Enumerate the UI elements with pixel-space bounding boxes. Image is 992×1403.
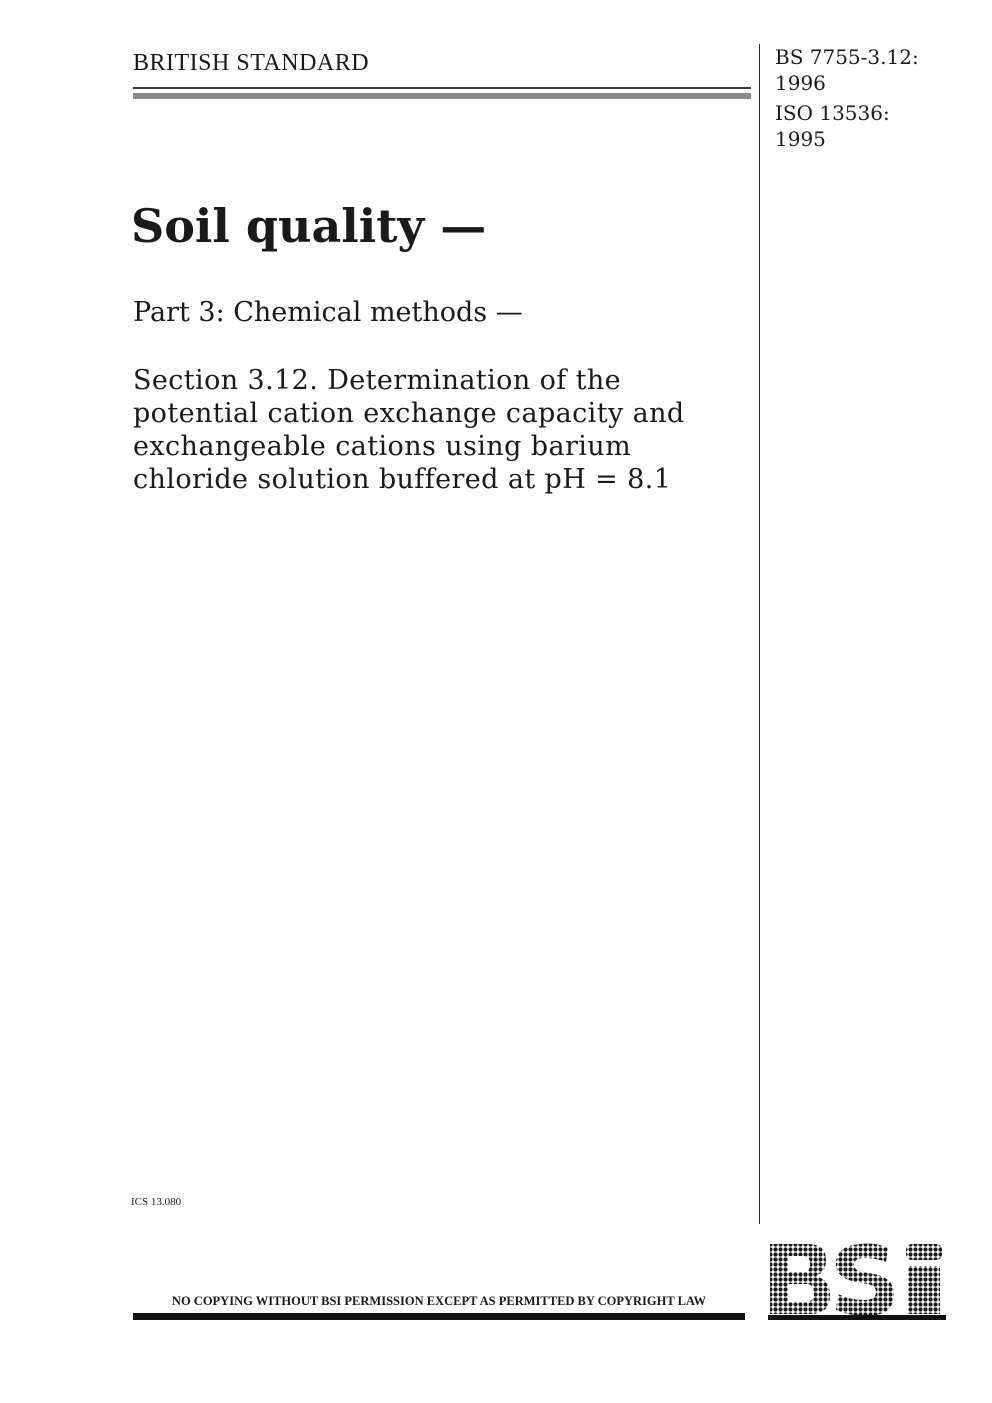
bsi-logo-bar xyxy=(768,1315,946,1320)
section-line: chloride solution buffered at pH = 8.1 xyxy=(133,464,672,495)
section-heading xyxy=(133,364,758,496)
document-title: Soil quality — xyxy=(131,199,487,253)
bs-year: 1996 xyxy=(775,71,826,95)
bs-number: BS 7755-3.12: xyxy=(775,45,919,69)
header-label: BRITISH STANDARD xyxy=(133,50,370,76)
part-heading: Part 3: Chemical methods — xyxy=(133,297,523,328)
iso-year: 1995 xyxy=(775,127,826,151)
footer-rule xyxy=(133,1313,745,1320)
iso-number: ISO 13536: xyxy=(775,101,890,125)
section-line: Section 3.12. Determination of the xyxy=(133,365,622,396)
ics-code: ICS 13.080 xyxy=(131,1196,182,1208)
copyright-notice: NO COPYING WITHOUT BSI PERMISSION EXCEPT AS PERMITTED BY COPYRIGHT LAW xyxy=(171,1294,707,1308)
section-line: exchangeable cations using barium xyxy=(133,431,632,462)
header-rule-thick xyxy=(133,93,751,99)
header-rule-thin xyxy=(133,87,751,89)
bsi-logo-icon xyxy=(768,1242,946,1322)
section-line: potential cation exchange capacity and xyxy=(133,398,685,429)
vertical-divider xyxy=(759,44,760,1224)
